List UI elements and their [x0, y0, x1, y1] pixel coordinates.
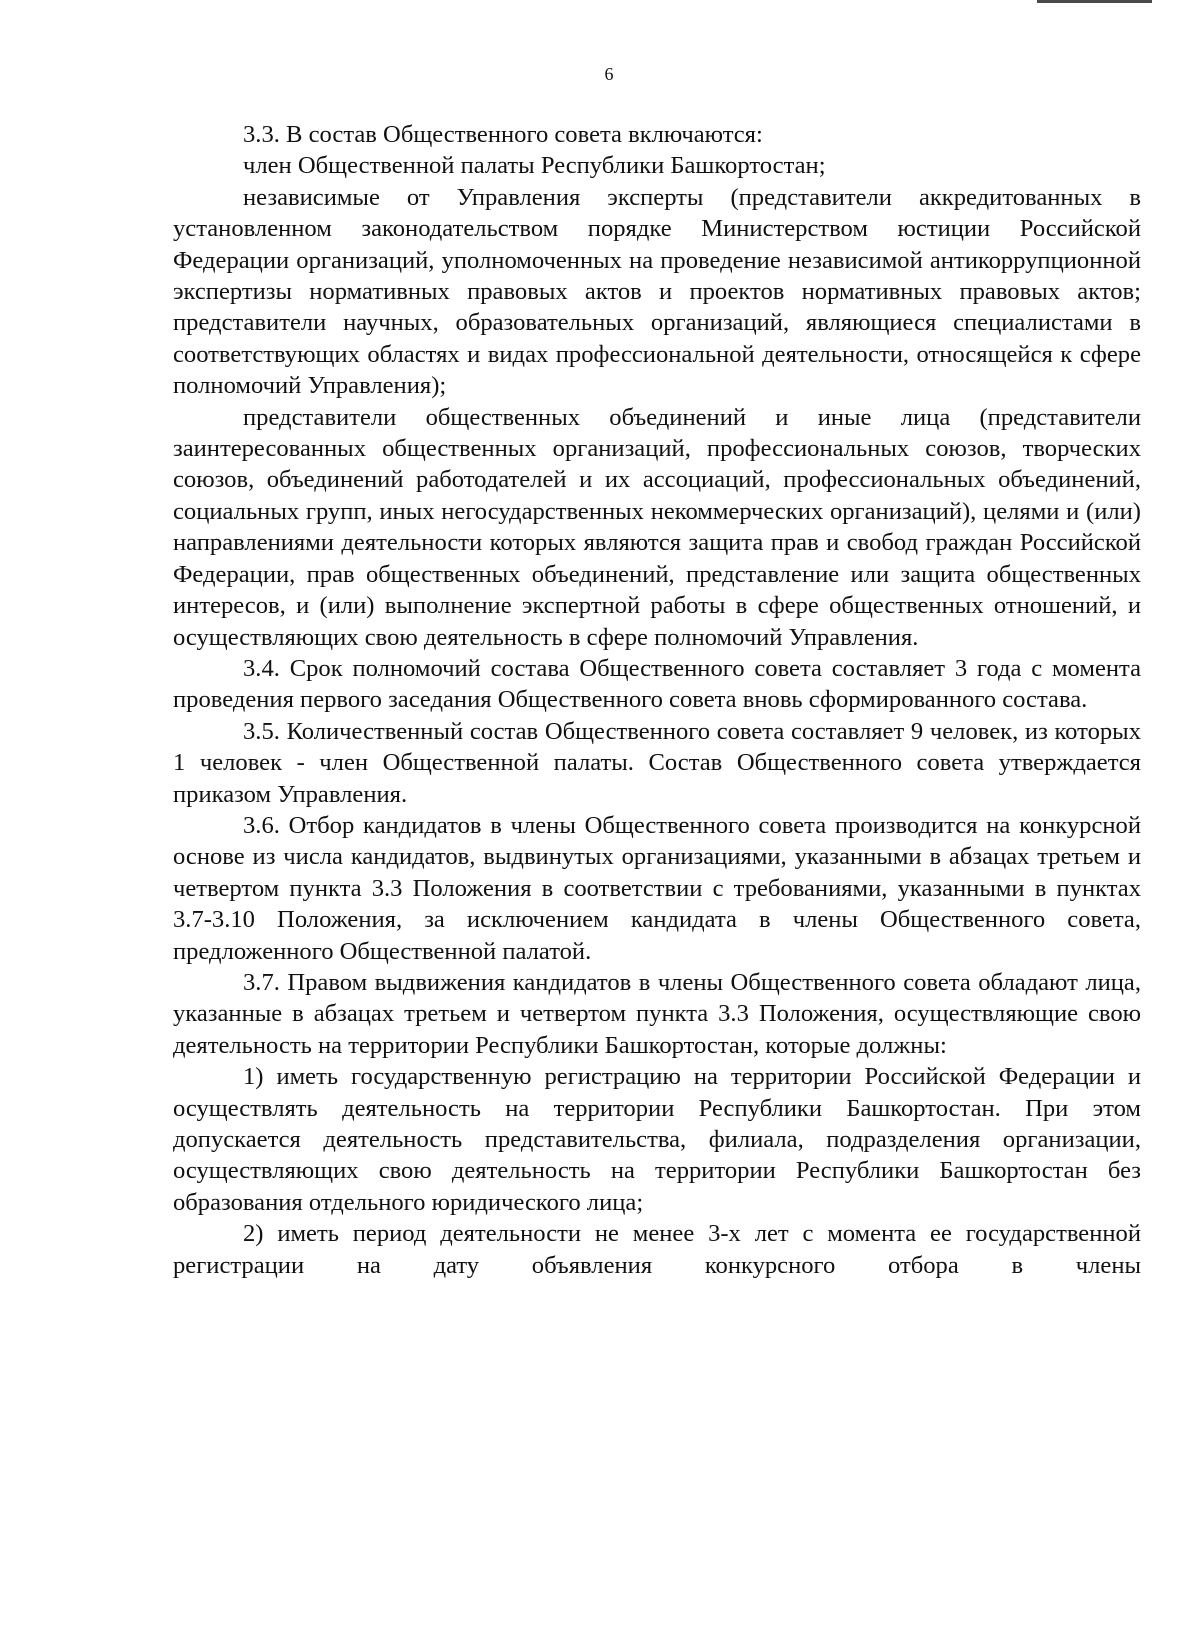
paragraph-3-6: 3.6. Отбор кандидатов в члены Общественного совета производится на конкурсной основе из числа кандидатов, выдвинутых организациями, указанными в абзацах третьем и четвертом пункта 3.3 Положения в соответствии с требованиями, указанными в пунктах 3.7-3.10 Положения, за исключением кандидата в члены Общественного совета, предложенного Общественной палатой.: [173, 811, 1141, 965]
document-body: [173, 119, 1141, 1281]
paragraph-3-5: 3.5. Количественный состав Общественного совета составляет 9 человек, из которых 1 человек - член Общественной палаты. Состав Общественного совета утверждается приказом Управления.: [173, 717, 1141, 808]
paragraph-requirement-1: 1) иметь государственную регистрацию на территории Российской Федерации и осуществлять деятельность на территории Республики Башкортостан. При этом допускается деятельность представительства, филиала, подразделения организации, осуществляющих свою деятельность на территории Республики Башкортостан без образования отдельного юридического лица;: [173, 1063, 1141, 1216]
paragraph-3-7: 3.7. Правом выдвижения кандидатов в члены Общественного совета обладают лица, указанные в абзацах третьем и четвертом пункта 3.3 Положения, осуществляющие свою деятельность на территории Республики Башкортостан, которые должны:: [173, 968, 1141, 1059]
scan-edge-mark: [1037, 0, 1152, 3]
paragraph-public-associations: представители общественных объединений и иные лица (представители заинтересованных общественных организаций, профессиональных союзов, творческих союзов, объединений работодателей и их ассоциаций, профессиональных объединений, социальных групп, иных негосударственных некоммерческих организаций), целями и (или) направлениями деятельности которых являются защита прав и свобод граждан Российской Федерации, прав общественных объединений, представление или защита общественных интересов, и (или) выполнение экспертной работы в сфере общественных отношений, и осуществляющих свою деятельность в сфере полномочий Управления.: [173, 403, 1141, 651]
paragraph-requirement-2: 2) иметь период деятельности не менее 3-х лет с момента ее государственной регистрации на дату объявления конкурсного отбора в члены: [173, 1220, 1141, 1279]
paragraph-public-chamber-member: член Общественной палаты Республики Башкортостан;: [243, 152, 826, 180]
page-number: 6: [604, 64, 614, 84]
paragraph-3-4: 3.4. Срок полномочий состава Общественного совета составляет 3 года с момента проведения первого заседания Общественного совета вновь сформированного состава.: [173, 654, 1141, 714]
paragraph-independent-experts: независимые от Управления эксперты (представители аккредитованных в установленном законодательством порядке Министерством юстиции Российской Федерации организаций, уполномоченных на проведение независимой антикоррупционной экспертизы нормативных правовых актов и проектов нормативных правовых актов; представители научных, образовательных организаций, являющиеся специалистами в соответствующих областях и видах профессиональной деятельности, относящейся к сфере полномочий Управления);: [173, 183, 1141, 400]
paragraph-3-3: 3.3. В состав Общественного совета включаются:: [243, 121, 763, 148]
